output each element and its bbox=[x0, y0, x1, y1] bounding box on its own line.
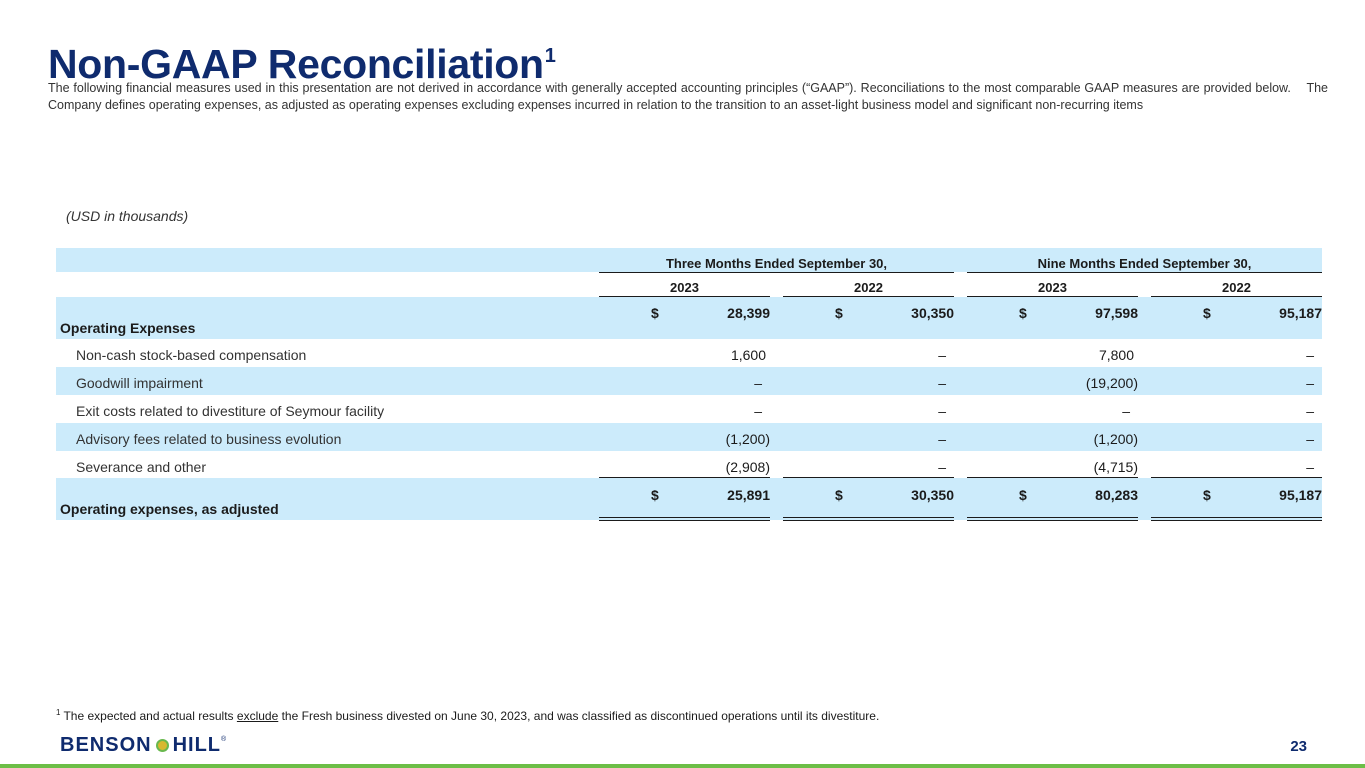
value-cell: – bbox=[754, 403, 762, 419]
year-header: 2023 bbox=[670, 280, 699, 295]
value-cell: (1,200) bbox=[1093, 431, 1138, 447]
value-cell: – bbox=[938, 375, 946, 391]
group-header-three-months: Three Months Ended September 30, bbox=[665, 256, 888, 271]
total-double-rule bbox=[1151, 517, 1322, 521]
row-label: Advisory fees related to business evolution bbox=[76, 431, 342, 447]
group-header-nine-months: Nine Months Ended September 30, bbox=[1037, 256, 1252, 271]
value-cell: – bbox=[1306, 431, 1314, 447]
logo-text-right: HILL bbox=[172, 733, 222, 756]
total-double-rule bbox=[599, 517, 770, 521]
logo-text-left: BENSON bbox=[60, 733, 152, 756]
page-number: 23 bbox=[1290, 738, 1307, 755]
value-cell: 1,600 bbox=[730, 347, 766, 363]
bottom-accent-bar bbox=[0, 764, 1365, 768]
registered-mark: ® bbox=[221, 736, 227, 743]
total-double-rule bbox=[967, 517, 1138, 521]
year-header: 2023 bbox=[1038, 280, 1067, 295]
value-cell: – bbox=[1306, 403, 1314, 419]
currency-symbol: $ bbox=[651, 487, 659, 503]
value-cell: – bbox=[1306, 459, 1314, 475]
group-rule bbox=[967, 272, 1322, 273]
total-double-rule bbox=[783, 517, 954, 521]
units-note: (USD in thousands) bbox=[66, 208, 189, 224]
seed-dot-icon bbox=[156, 739, 169, 752]
value-cell: – bbox=[1122, 403, 1130, 419]
row-label: Goodwill impairment bbox=[76, 375, 203, 391]
value-cell: – bbox=[938, 459, 946, 475]
value-cell: – bbox=[754, 375, 762, 391]
value-cell: (4,715) bbox=[1093, 459, 1138, 475]
value-cell: 30,350 bbox=[911, 305, 954, 321]
row-label: Exit costs related to divestiture of Seymour facility bbox=[76, 403, 385, 419]
value-cell: 97,598 bbox=[1095, 305, 1138, 321]
group-rule bbox=[599, 272, 954, 273]
footnote-marker: 1 bbox=[56, 708, 61, 717]
value-cell: 7,800 bbox=[1098, 347, 1134, 363]
currency-symbol: $ bbox=[835, 487, 843, 503]
year-header: 2022 bbox=[1222, 280, 1251, 295]
footnote-underlined-word: exclude bbox=[236, 709, 279, 723]
value-cell: 28,399 bbox=[727, 305, 770, 321]
value-cell: 30,350 bbox=[911, 487, 954, 503]
value-cell: (1,200) bbox=[725, 431, 770, 447]
row-label: Severance and other bbox=[76, 459, 206, 475]
currency-symbol: $ bbox=[835, 305, 843, 321]
row-label-operating-expenses: Operating Expenses bbox=[60, 320, 196, 336]
value-cell: 80,283 bbox=[1095, 487, 1138, 503]
row-label: Non-cash stock-based compensation bbox=[76, 347, 307, 363]
value-cell: (2,908) bbox=[725, 459, 770, 475]
value-cell: – bbox=[1306, 375, 1314, 391]
value-cell: (19,200) bbox=[1085, 375, 1138, 391]
value-cell: 95,187 bbox=[1279, 305, 1322, 321]
year-header: 2022 bbox=[854, 280, 883, 295]
currency-symbol: $ bbox=[651, 305, 659, 321]
currency-symbol: $ bbox=[1019, 487, 1027, 503]
benson-hill-logo bbox=[60, 734, 226, 756]
value-cell: – bbox=[938, 431, 946, 447]
value-cell: – bbox=[938, 403, 946, 419]
title-footnote-marker: 1 bbox=[544, 45, 556, 67]
value-cell: 95,187 bbox=[1279, 487, 1322, 503]
value-cell: – bbox=[1306, 347, 1314, 363]
page-title: Non-GAAP Reconciliation$^1$ bbox=[48, 41, 556, 87]
value-cell: – bbox=[938, 347, 946, 363]
footnote: $^1$ The expected and actual results exclude the Fresh business divested on June 30, 2023, and was classified as discontinued operations until its divestiture. bbox=[56, 708, 880, 723]
intro-paragraph: The following financial measures used in this presentation are not derived in accordance with generally accepted accounting principles (“GAAP”). Reconciliations to the most comparable GAAP measures are provided below. The Company defines operating expenses, as adjusted as operating expenses excluding expenses incurred in relation to the transition to an asset-light business model and significant non-recurring items bbox=[48, 81, 1328, 112]
currency-symbol: $ bbox=[1019, 305, 1027, 321]
currency-symbol: $ bbox=[1203, 487, 1211, 503]
currency-symbol: $ bbox=[1203, 305, 1211, 321]
value-cell: 25,891 bbox=[727, 487, 770, 503]
row-label-operating-expenses-adjusted: Operating expenses, as adjusted bbox=[60, 501, 279, 517]
